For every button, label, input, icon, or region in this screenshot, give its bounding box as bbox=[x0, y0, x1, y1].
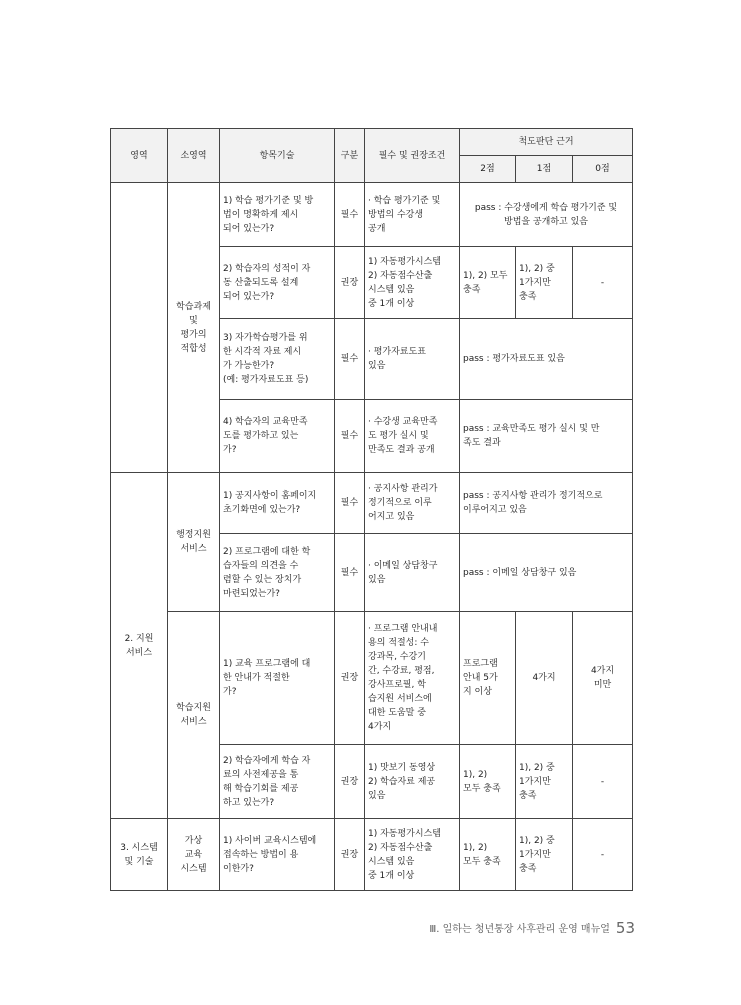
item-cell: 2) 프로그램에 대한 학 습자들의 의견을 수 렴할 수 있는 장치가 마련되었는가? bbox=[220, 534, 335, 612]
category-cell: 권장 bbox=[335, 247, 365, 319]
page-footer bbox=[420, 919, 635, 937]
condition-cell: 1) 맛보기 동영상 2) 학습자료 제공 있음 bbox=[365, 745, 460, 819]
table-row bbox=[111, 612, 633, 745]
header-score-2: 2점 bbox=[460, 156, 516, 183]
score-0-cell: 4가지 미만 bbox=[573, 612, 633, 745]
item-cell: 1) 학습 평가기준 및 방 법이 명확하게 제시 되어 있는가? bbox=[220, 183, 335, 247]
score-1-cell: 1), 2) 중 1가지만 충족 bbox=[516, 819, 573, 891]
condition-cell: 1) 자동평가시스템 2) 자동점수산출 시스템 있음 중 1개 이상 bbox=[365, 819, 460, 891]
header-area: 영역 bbox=[111, 129, 168, 183]
score-2-cell: 1), 2) 모두 충족 bbox=[460, 247, 516, 319]
header-score-1: 1점 bbox=[516, 156, 573, 183]
header-condition: 필수 및 권장조건 bbox=[365, 129, 460, 183]
subarea-cell: 가상 교육 시스템 bbox=[168, 819, 220, 891]
condition-cell: · 프로그램 안내내 용의 적절성: 수 강과목, 수강기 간, 수강료, 평점, 강사프로필, 학 습지원 서비스에 대한 도움말 중 4가지 bbox=[365, 612, 460, 745]
pass-cell: pass : 수강생에게 학습 평가기준 및 방법을 공개하고 있음 bbox=[460, 183, 633, 247]
score-1-cell: 1), 2) 중 1가지만 충족 bbox=[516, 247, 573, 319]
score-0-cell: - bbox=[573, 247, 633, 319]
category-cell: 필수 bbox=[335, 473, 365, 534]
pass-cell: pass : 평가자료도표 있음 bbox=[460, 319, 633, 400]
category-cell: 권장 bbox=[335, 745, 365, 819]
item-cell: 2) 학습자의 성적이 자 동 산출되도록 설계 되어 있는가? bbox=[220, 247, 335, 319]
evaluation-table bbox=[110, 128, 633, 891]
score-2-cell: 프로그램 안내 5가 지 이상 bbox=[460, 612, 516, 745]
table-row bbox=[111, 473, 633, 534]
score-2-cell: 1), 2) 모두 충족 bbox=[460, 745, 516, 819]
item-cell: 4) 학습자의 교육만족 도를 평가하고 있는 가? bbox=[220, 400, 335, 473]
footer-text: Ⅲ. 일하는 청년통장 사후관리 운영 매뉴얼 bbox=[429, 924, 610, 935]
condition-cell: · 공지사항 관리가 정기적으로 이루 어지고 있음 bbox=[365, 473, 460, 534]
table-row bbox=[111, 819, 633, 891]
area-cell bbox=[111, 183, 168, 473]
header-subarea: 소영역 bbox=[168, 129, 220, 183]
header-row-1 bbox=[111, 129, 633, 156]
subarea-cell: 행정지원 서비스 bbox=[168, 473, 220, 612]
score-1-cell: 1), 2) 중 1가지만 충족 bbox=[516, 745, 573, 819]
item-cell: 2) 학습자에게 학습 자 료의 사전제공을 통 해 학습기회를 제공 하고 있는가? bbox=[220, 745, 335, 819]
page-number: 53 bbox=[615, 919, 635, 937]
subarea-cell: 학습과제 및 평가의 적합성 bbox=[168, 183, 220, 473]
condition-cell: · 이메일 상담창구 있음 bbox=[365, 534, 460, 612]
item-cell: 3) 자가학습평가를 위 한 시각적 자료 제시 가 가능한가? (예: 평가자료도표 등) bbox=[220, 319, 335, 400]
header-item: 항목기술 bbox=[220, 129, 335, 183]
category-cell: 권장 bbox=[335, 819, 365, 891]
category-cell: 필수 bbox=[335, 319, 365, 400]
area-cell: 3. 시스템 및 기술 bbox=[111, 819, 168, 891]
item-cell: 1) 교육 프로그램에 대 한 안내가 적절한 가? bbox=[220, 612, 335, 745]
header-score-0: 0점 bbox=[573, 156, 633, 183]
score-0-cell: - bbox=[573, 819, 633, 891]
item-cell: 1) 사이버 교육시스템에 접속하는 방법이 용 이한가? bbox=[220, 819, 335, 891]
category-cell: 필수 bbox=[335, 400, 365, 473]
condition-cell: · 평가자료도표 있음 bbox=[365, 319, 460, 400]
header-scale: 척도판단 근거 bbox=[460, 129, 633, 156]
area-cell: 2. 지원 서비스 bbox=[111, 473, 168, 819]
category-cell: 필수 bbox=[335, 183, 365, 247]
pass-cell: pass : 이메일 상담창구 있음 bbox=[460, 534, 633, 612]
score-0-cell: - bbox=[573, 745, 633, 819]
condition-cell: · 수강생 교육만족 도 평가 실시 및 만족도 결과 공개 bbox=[365, 400, 460, 473]
header-category: 구분 bbox=[335, 129, 365, 183]
pass-cell: pass : 공지사항 관리가 정기적으로 이루어지고 있음 bbox=[460, 473, 633, 534]
score-1-cell: 4가지 bbox=[516, 612, 573, 745]
category-cell: 필수 bbox=[335, 534, 365, 612]
category-cell: 권장 bbox=[335, 612, 365, 745]
subarea-cell: 학습지원 서비스 bbox=[168, 612, 220, 819]
pass-cell: pass : 교육만족도 평가 실시 및 만 족도 결과 bbox=[460, 400, 633, 473]
condition-cell: · 학습 평가기준 및 방법의 수강생 공개 bbox=[365, 183, 460, 247]
condition-cell: 1) 자동평가시스템 2) 자동점수산출 시스템 있음 중 1개 이상 bbox=[365, 247, 460, 319]
item-cell: 1) 공지사항이 홈페이지 초기화면에 있는가? bbox=[220, 473, 335, 534]
table-row bbox=[111, 183, 633, 247]
score-2-cell: 1), 2) 모두 충족 bbox=[460, 819, 516, 891]
